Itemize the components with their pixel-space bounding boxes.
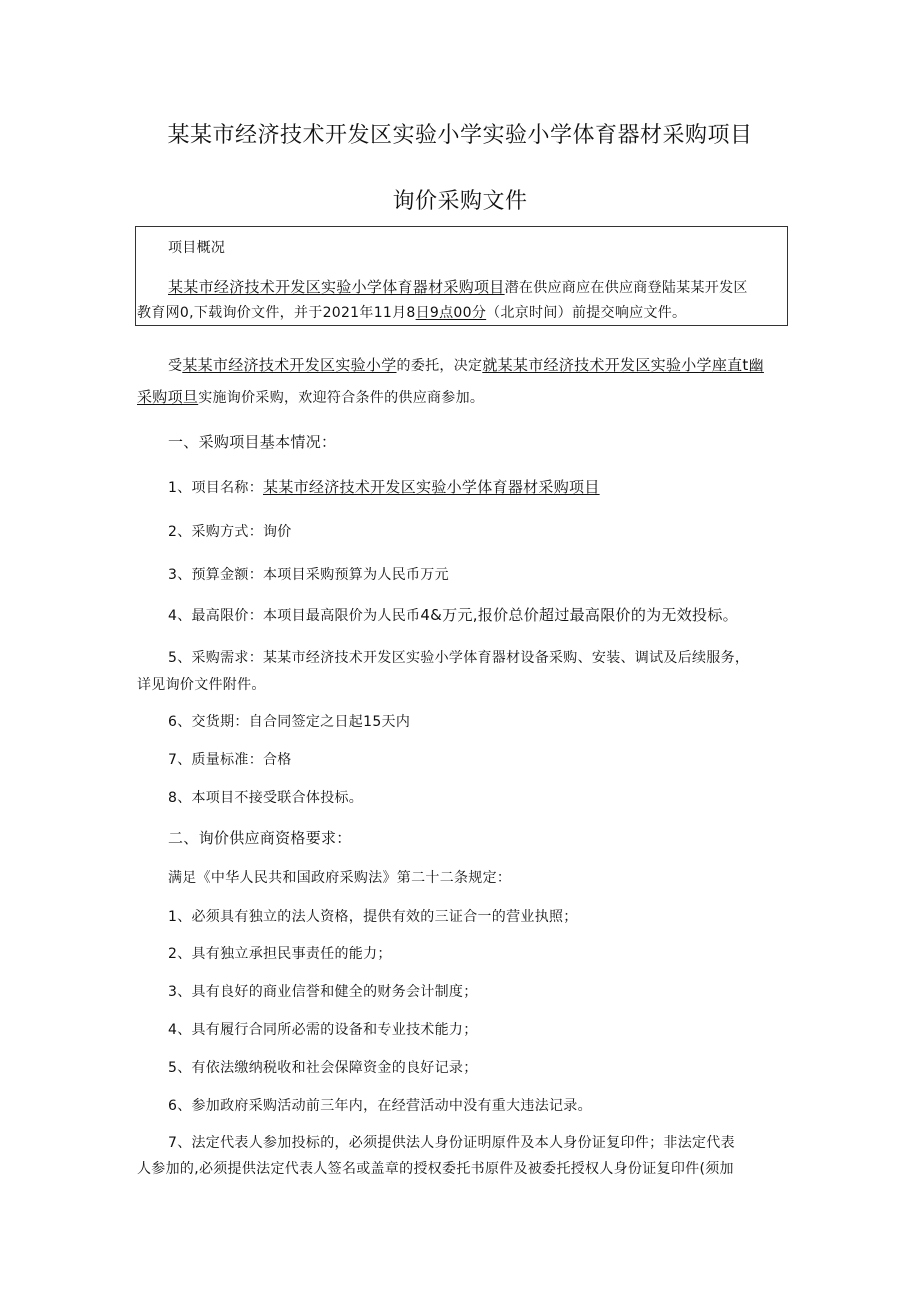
overview-line-1-rest: 潜在供应商应在供应商登陆某某开发区 [504, 280, 748, 296]
section1-heading: 一、采购项目基本情况： [168, 433, 337, 451]
section2-item-2: 2、具有独立承担民事责任的能力； [168, 946, 392, 962]
section1-item-5-line-1: 5、采购需求：某某市经济技术开发区实验小学体育器材设备采购、安装、调试及后续服务， [168, 650, 750, 666]
document-subtitle: 询价采购文件 [392, 189, 528, 214]
intro-text: 实施询价采购，欢迎符合条件的供应商参加。 [198, 390, 485, 406]
overview-download-text: 教育网0,下载询价文件，并于 [137, 305, 323, 321]
section2-intro: 满足《中华人民共和国政府采购法》第二十二条规定： [168, 870, 512, 886]
section1-item-3: 3、预算金额：本项目采购预算为人民币万元 [168, 567, 449, 583]
intro-text: 受 [168, 358, 183, 374]
project-name-value: 某某市经济技术开发区实验小学体育器材采购项目 [263, 478, 600, 496]
section1-item-5-line-2: 详见询价文件附件。 [137, 677, 266, 693]
overview-deadline-rest: （北京时间）前提交响应文件。 [486, 305, 687, 321]
section2-item-4: 4、具有履行合同所必需的设备和专业技术能力； [168, 1022, 478, 1038]
section2-item-1: 1、必须具有独立的法人资格，提供有效的三证合一的营业执照； [168, 909, 578, 925]
overview-project-name: 某某市经济技术开发区实验小学体育器材采购项目 [168, 278, 505, 296]
section1-item-6: 6、交货期：自合同签定之日起15天内 [168, 714, 411, 730]
section2-item-3: 3、具有良好的商业信誉和健全的财务会计制度； [168, 984, 478, 1000]
overview-deadline-time: 日9点00分 [415, 305, 487, 321]
intro-text: 的委托，决定 [396, 358, 483, 374]
price-cap-rule: 报价总价超过最高限价的为无效投标。 [477, 606, 738, 624]
overview-deadline-date: 2021年11月8 [322, 305, 416, 321]
section2-item-6: 6、参加政府采购活动前三年内，在经营活动中没有重大违法记录。 [168, 1098, 592, 1114]
section1-item-8: 8、本项目不接受联合体投标。 [168, 790, 364, 806]
section1-item-2: 2、采购方式：询价 [168, 524, 292, 540]
section1-item-1 [168, 477, 600, 498]
intro-org-name: 某某市经济技术开发区实验小学 [182, 356, 397, 374]
item-label: 1、项目名称： [168, 480, 264, 496]
intro-line-2 [137, 387, 484, 408]
intro-line-1 [168, 355, 764, 376]
overview-line-2 [137, 303, 686, 323]
overview-heading: 项目概况 [168, 240, 226, 256]
intro-project-ref-end: 采购项旦 [137, 388, 199, 406]
section1-item-4 [168, 605, 738, 626]
price-cap-text: 4、最高限价：本项目最高限价为人民币 [168, 608, 421, 624]
section2-item-7-line-2: 人参加的,必须提供法定代表人签名或盖章的授权委托书原件及被委托授权人身份证复印件(须加 [137, 1161, 734, 1177]
document-title: 某某市经济技术开发区实验小学实验小学体育器材采购项目 [167, 123, 753, 148]
section1-item-7: 7、质量标准：合格 [168, 752, 292, 768]
overview-line-1 [168, 277, 748, 298]
price-cap-value: 4&万元, [420, 606, 478, 624]
section2-item-7-line-1: 7、法定代表人参加投标的，必须提供法人身份证明原件及本人身份证复印件；非法定代表 [168, 1135, 735, 1151]
section2-heading: 二、询价供应商资格要求： [168, 829, 352, 847]
section2-item-5: 5、有依法缴纳税收和社会保障资金的良好记录； [168, 1060, 478, 1076]
intro-project-ref: 就某某市经济技术开发区实验小学座直t幽 [482, 356, 764, 374]
